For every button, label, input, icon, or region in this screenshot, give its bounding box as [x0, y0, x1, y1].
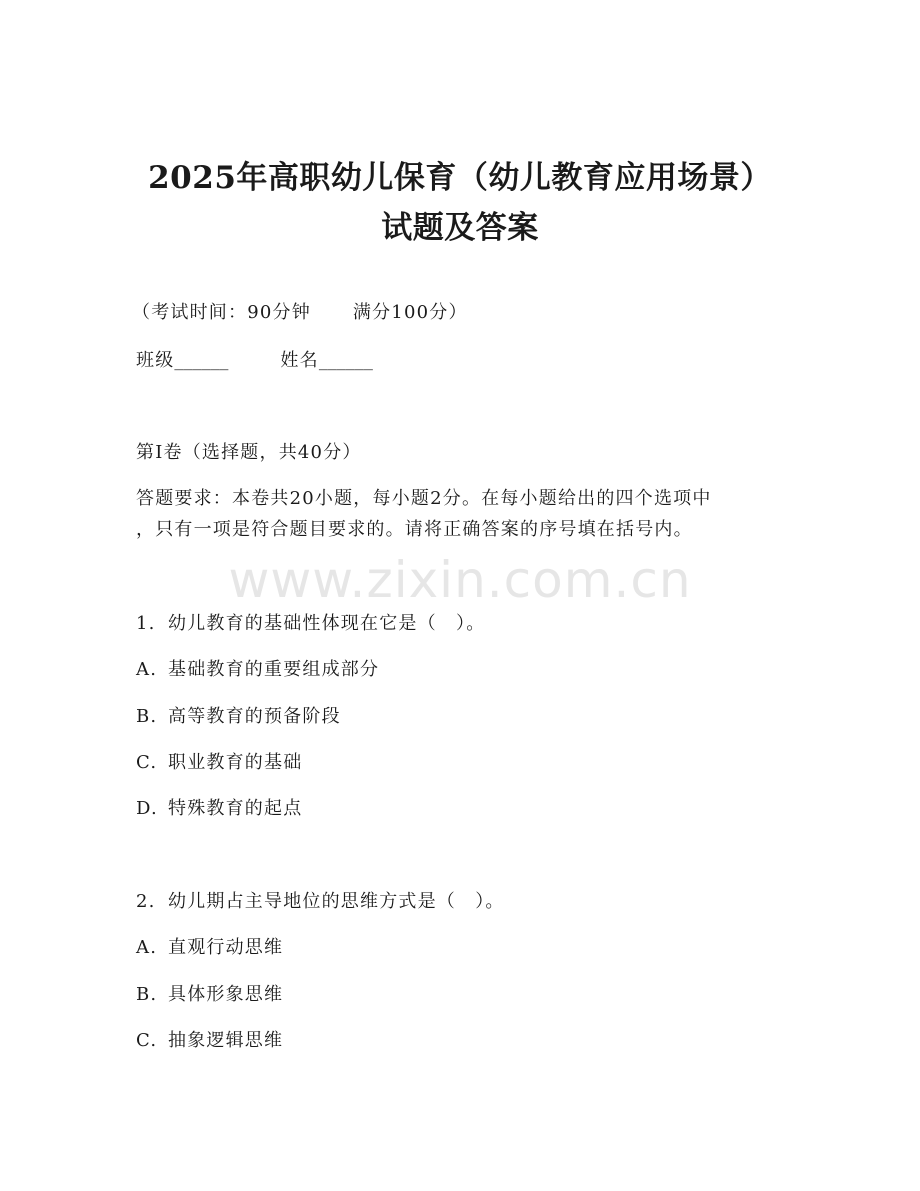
- option-text: 基础教育的重要组成部分: [168, 659, 380, 680]
- option-key: B.: [136, 984, 158, 1005]
- question-text: 幼儿教育的基础性体现在它是（ ）。: [168, 613, 486, 634]
- full-score: 满分100分）: [352, 302, 468, 323]
- question-1-option-c: [136, 750, 302, 776]
- document-title-line-1: 2025年高职幼儿保育（幼儿教育应用场景）: [148, 160, 772, 196]
- question-2: [136, 889, 505, 915]
- name-label: 姓名: [280, 350, 319, 371]
- option-key: C.: [136, 1030, 158, 1051]
- option-key: B.: [136, 706, 158, 727]
- name-blank: ______: [318, 350, 373, 371]
- exam-time: （考试时间：90分钟: [132, 302, 311, 323]
- option-key: A.: [136, 659, 158, 680]
- document-title-line-2: 试题及答案: [381, 210, 539, 246]
- option-key: D.: [136, 798, 158, 819]
- class-label: 班级: [136, 350, 175, 371]
- section-title: 第I卷（选择题，共40分）: [136, 442, 362, 463]
- question-1-option-b: [136, 704, 341, 730]
- option-text: 特殊教育的起点: [168, 798, 303, 819]
- question-text: 幼儿期占主导地位的思维方式是（ ）。: [168, 891, 505, 912]
- class-blank: ______: [174, 350, 229, 371]
- option-key: A.: [136, 937, 158, 958]
- instructions-line-2: ，只有一项是符合题目要求的。请将正确答案的序号填在括号内。: [136, 519, 693, 540]
- student-info: [136, 348, 373, 374]
- option-text: 具体形象思维: [168, 984, 284, 1005]
- option-text: 高等教育的预备阶段: [168, 706, 341, 727]
- option-text: 职业教育的基础: [168, 752, 303, 773]
- question-2-option-a: [136, 935, 283, 961]
- question-1-option-d: [136, 796, 302, 822]
- question-number: 2.: [136, 891, 156, 912]
- option-text: 直观行动思维: [168, 937, 284, 958]
- question-2-option-c: [136, 1028, 283, 1054]
- question-2-option-b: [136, 982, 283, 1008]
- question-number: 1.: [136, 613, 156, 634]
- option-text: 抽象逻辑思维: [168, 1030, 284, 1051]
- question-1-option-a: [136, 657, 379, 683]
- question-1: [136, 611, 485, 637]
- option-key: C.: [136, 752, 158, 773]
- watermark: www.zixin.com.cn: [228, 551, 692, 609]
- instructions-line-1: 答题要求：本卷共20小题，每小题2分。在每小题给出的四个选项中: [136, 488, 712, 509]
- exam-info: [132, 300, 468, 326]
